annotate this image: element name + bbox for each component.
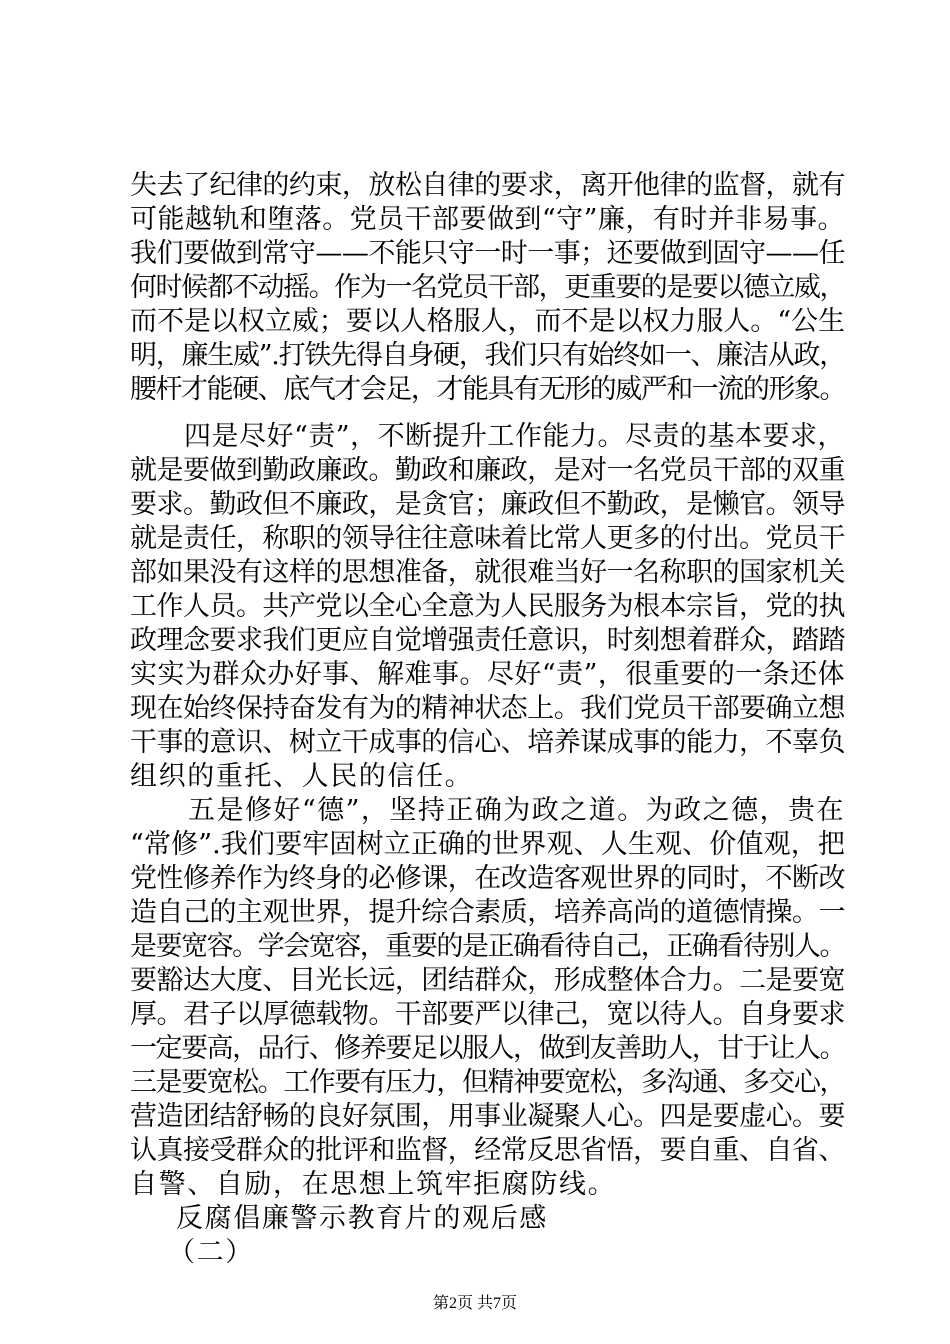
text-line: 明，廉生威”.打铁先得自身硬，我们只有始终如一、廉洁从政， (130, 340, 845, 371)
text-line: 工作人员。共产党以全心全意为人民服务为根本宗旨，党的执 (130, 591, 845, 622)
section-subheading: （二） (168, 1237, 254, 1268)
text-line: 就是要做到勤政廉政。勤政和廉政，是对一名党员干部的双重 (130, 455, 845, 486)
text-line: 腰杆才能硬、底气才会足，才能具有无形的威严和一流的形象。 (130, 374, 845, 405)
text-line: 实实为群众办好事、解难事。尽好“责”，很重要的一条还体 (130, 659, 845, 690)
text-line: 营造团结舒畅的良好氛围，用事业凝聚人心。四是要虚心。要 (130, 1101, 845, 1132)
text-line: 要豁达大度、目光长远，团结群众，形成整体合力。二是要宽 (130, 965, 845, 996)
text-line: 一定要高，品行、修养要足以服人，做到友善助人，甘于让人。 (130, 1033, 845, 1064)
text-line: 三是要宽松。工作要有压力，但精神要宽松，多沟通、多交心， (130, 1067, 845, 1098)
text-line: 可能越轨和堕落。党员干部要做到“守”廉，有时并非易事。 (130, 204, 845, 235)
page-number: 第2页 共7页 (432, 1295, 517, 1312)
text-line: 就是责任，称职的领导往往意味着比常人更多的付出。党员干 (130, 523, 845, 554)
text-line: 何时候都不动摇。作为一名党员干部，更重要的是要以德立威， (130, 272, 845, 303)
text-line: 是要宽容。学会宽容，重要的是正确看待自己，正确看待别人。 (130, 931, 845, 962)
text-line: 造自己的主观世界，提升综合素质，培养高尚的道德情操。一 (130, 897, 845, 928)
text-line: 失去了纪律的约束，放松自律的要求，离开他律的监督，就有 (130, 170, 845, 201)
text-line: 政理念要求我们更应自觉增强责任意识，时刻想着群众，踏踏 (130, 625, 845, 656)
text-line: 现在始终保持奋发有为的精神状态上。我们党员干部要确立想 (130, 693, 845, 724)
text-line: 五是修好“德”，坚持正确为政之道。为政之德，贵在 (188, 795, 845, 826)
text-line: “常修”.我们要牢固树立正确的世界观、人生观、价值观，把 (130, 829, 845, 860)
text-line: 认真接受群众的批评和监督，经常反思省悟，要自重、自省、 (130, 1135, 845, 1166)
text-line: 而不是以权立威；要以人格服人，而不是以权力服人。“公生 (130, 306, 845, 337)
text-line: 党性修养作为终身的必修课，在改造客观世界的同时，不断改 (130, 863, 845, 894)
text-line: 干事的意识、树立干成事的信心、培养谋成事的能力，不辜负 (130, 727, 845, 758)
section-heading: 反腐倡廉警示教育片的观后感 (176, 1203, 548, 1234)
text-line: 要求。勤政但不廉政，是贪官；廉政但不勤政，是懒官。领导 (130, 489, 845, 520)
text-line: 我们要做到常守——不能只守一时一事；还要做到固守——任 (130, 238, 845, 269)
text-line: 自警、自励，在思想上筑牢拒腐防线。 (130, 1169, 617, 1200)
text-line: 组织的重托、人民的信任。 (130, 761, 474, 792)
text-line: 部如果没有这样的思想准备，就很难当好一名称职的国家机关 (130, 557, 845, 588)
text-line: 四是尽好“责”，不断提升工作能力。尽责的基本要求， (184, 421, 845, 452)
text-line: 厚。君子以厚德载物。干部要严以律己，宽以待人。自身要求 (130, 999, 845, 1030)
